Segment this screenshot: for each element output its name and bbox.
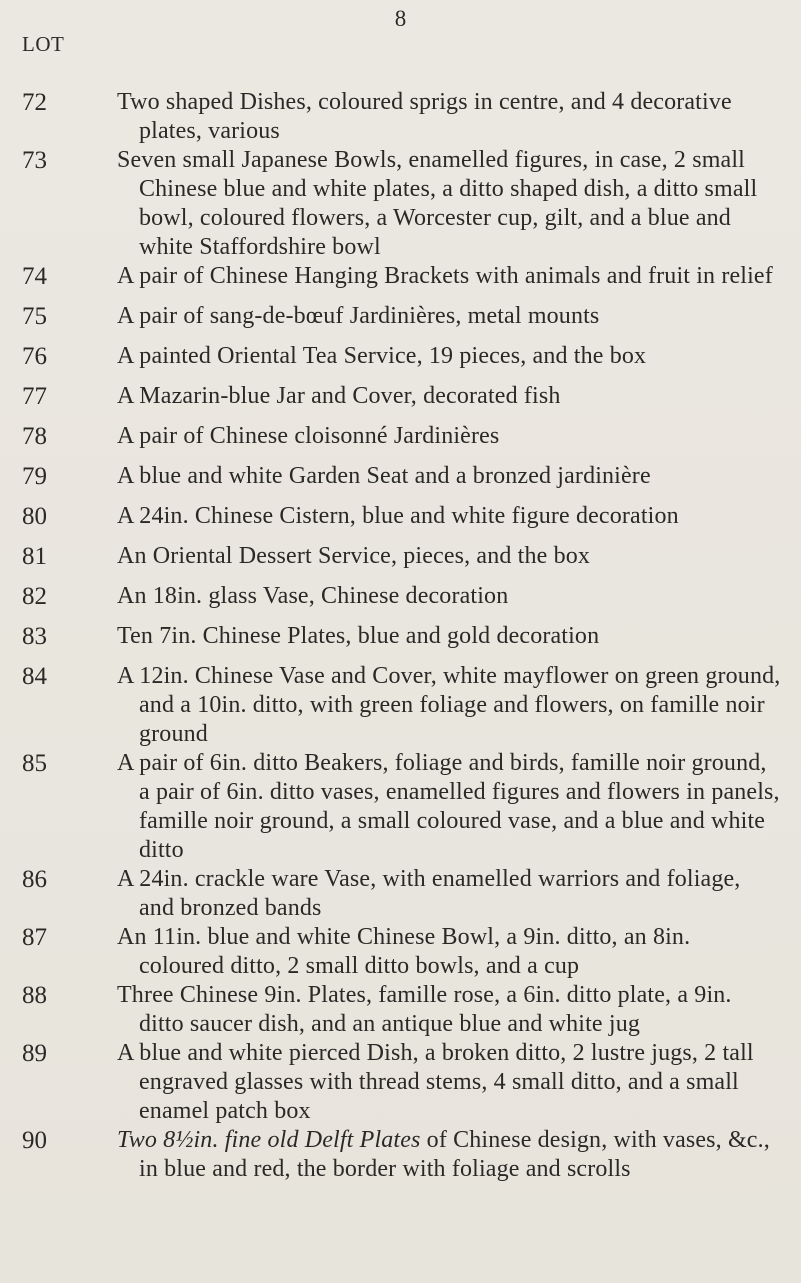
lot-number: 88 — [22, 982, 47, 1009]
lot-number: 79 — [22, 463, 47, 490]
lot-entry — [0, 302, 801, 342]
lot-description: Ten 7in. Chinese Plates, blue and gold decoration — [117, 623, 600, 649]
lot-entry — [0, 262, 801, 302]
lot-number: 78 — [22, 423, 47, 450]
lot-number: 82 — [22, 583, 47, 610]
lot-number: 84 — [22, 663, 47, 690]
lot-description: A 12in. Chinese Vase and Cover, white mayflower on green ground, and a 10in. ditto, with green foliage and flowers, on famille noir ground — [117, 663, 781, 747]
lot-entry — [0, 662, 801, 749]
lot-description — [117, 1126, 781, 1184]
lot-description: A 24in. Chinese Cistern, blue and white figure decoration — [117, 503, 679, 529]
lot-entry — [0, 582, 801, 622]
lot-description: A pair of 6in. ditto Beakers, foliage and birds, famille noir ground, a pair of 6in. ditto vases, enamelled figures and flowers in panels, famille noir ground, a small coloured vase, and a blue and white ditto — [117, 750, 780, 863]
lot-number: 81 — [22, 543, 47, 570]
lot-entry — [0, 542, 801, 582]
lot-description: An Oriental Dessert Service, pieces, and the box — [117, 543, 591, 569]
lot-number: 74 — [22, 263, 47, 290]
lot-description: Two shaped Dishes, coloured sprigs in centre, and 4 decorative plates, various — [117, 89, 732, 144]
lot-entry — [0, 382, 801, 422]
lot-description: A Mazarin-blue Jar and Cover, decorated fish — [117, 383, 561, 409]
lot-description: An 11in. blue and white Chinese Bowl, a 9in. ditto, an 8in. coloured ditto, 2 small ditto bowls, and a cup — [117, 924, 691, 979]
lot-description: Three Chinese 9in. Plates, famille rose, a 6in. ditto plate, a 9in. ditto saucer dish, and an antique blue and white jug — [117, 982, 732, 1037]
lot-number: 80 — [22, 503, 47, 530]
lot-column-heading: LOT — [22, 32, 65, 56]
lot-entry — [0, 146, 801, 262]
lot-description: A pair of Chinese cloisonné Jardinières — [117, 423, 500, 449]
lot-entry — [0, 865, 801, 923]
lot-number: 77 — [22, 383, 47, 410]
lot-description: A 24in. crackle ware Vase, with enamelled warriors and foliage, and bronzed bands — [117, 866, 741, 921]
lot-entry — [0, 749, 801, 865]
lot-number: 90 — [22, 1127, 47, 1154]
lot-description: A pair of sang-de-bœuf Jardinières, metal mounts — [117, 303, 600, 329]
lot-description: Seven small Japanese Bowls, enamelled figures, in case, 2 small Chinese blue and white plates, a ditto shaped dish, a ditto small bowl, coloured flowers, a Worcester cup, gilt, and a blue and white Staffordshire bowl — [117, 147, 758, 260]
lot-entry — [0, 422, 801, 462]
lot-description-rest: of Chinese design, with vases, &c., in blue and red, the border with foliage and scrolls — [139, 1127, 770, 1182]
lot-entry — [0, 342, 801, 382]
lot-entry — [0, 1039, 801, 1126]
lot-number: 87 — [22, 924, 47, 951]
lot-number: 83 — [22, 623, 47, 650]
lot-entry — [0, 462, 801, 502]
lot-entry — [0, 502, 801, 542]
lot-number: 89 — [22, 1040, 47, 1067]
lot-entry — [0, 88, 801, 146]
lot-number: 73 — [22, 147, 47, 174]
lot-entry — [0, 1126, 801, 1184]
page-number: 8 — [394, 6, 407, 31]
lot-number: 76 — [22, 343, 47, 370]
lot-number: 85 — [22, 750, 47, 777]
lot-description: An 18in. glass Vase, Chinese decoration — [117, 583, 509, 609]
lot-description: A blue and white pierced Dish, a broken ditto, 2 lustre jugs, 2 tall engraved glasses with thread stems, 4 small ditto, and a small enamel patch box — [117, 1040, 754, 1124]
lot-description-italic: Two 8½in. fine old Delft Plates — [117, 1127, 421, 1153]
lot-entry — [0, 622, 801, 662]
lot-list — [0, 88, 801, 1184]
lot-number: 72 — [22, 89, 47, 116]
lot-description: A blue and white Garden Seat and a bronzed jardinière — [117, 463, 651, 489]
lot-description: A pair of Chinese Hanging Brackets with animals and fruit in relief — [117, 263, 773, 289]
lot-entry — [0, 981, 801, 1039]
lot-number: 75 — [22, 303, 47, 330]
lot-description: A painted Oriental Tea Service, 19 pieces, and the box — [117, 343, 647, 369]
lot-entry — [0, 923, 801, 981]
lot-number: 86 — [22, 866, 47, 893]
